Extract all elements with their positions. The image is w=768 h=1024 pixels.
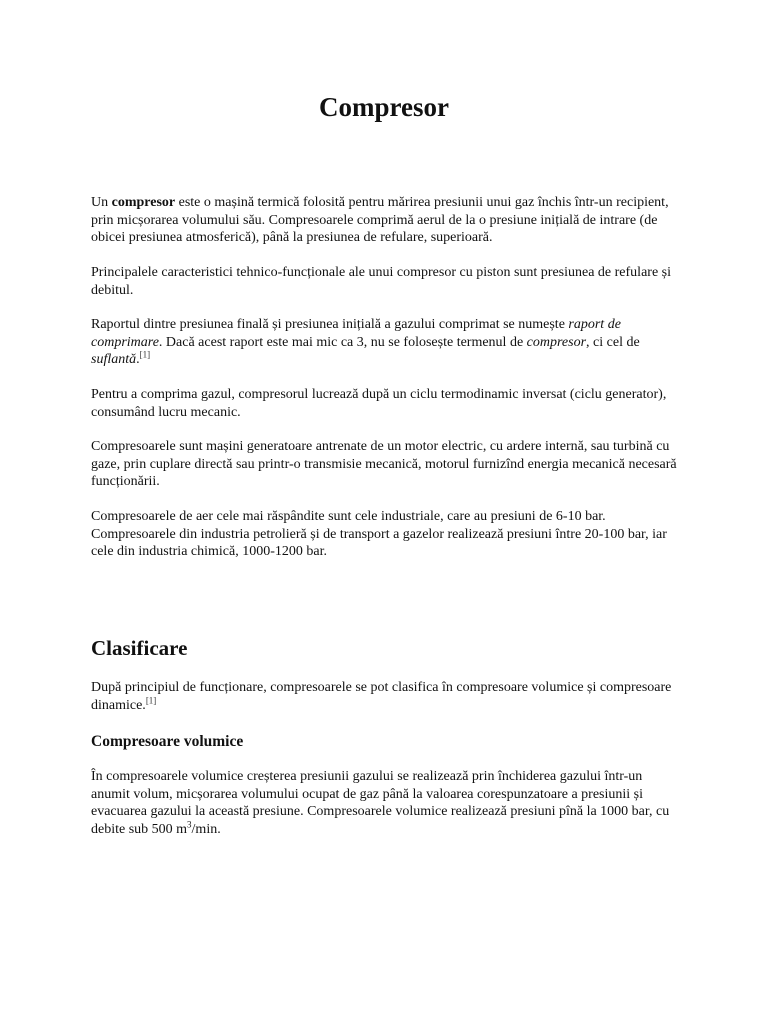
volumetric-paragraph	[91, 768, 681, 838]
classification-paragraph	[91, 679, 681, 714]
footnote-ref-link[interactable]: [1]	[145, 694, 157, 705]
ratio-term-suflanta: suflantă	[91, 352, 137, 367]
intro-term: compresor	[111, 195, 176, 210]
page-title: Compresor	[319, 92, 449, 122]
subsection-heading-volumice: Compresoare volumice	[91, 733, 244, 750]
ratio-text-3: , ci cel de	[586, 334, 640, 350]
cycle-paragraph: Pentru a comprima gazul, compresorul lucrează după un ciclu termodinamic inversat (ciclu generator), consumând lucru mecanic.	[91, 387, 667, 420]
section-heading-clasificare: Clasificare	[91, 636, 188, 660]
intro-paragraph	[91, 194, 681, 247]
classification-text: După principiul de funcționare, compresoarele se pot clasifica în compresoare volumice și compresoare dinamice.	[91, 680, 672, 713]
intro-post: este o mașină termică folosită pentru mărirea presiunii unui gaz închis într-un recipient, prin micșorarea volumului său. Compresoarele comprimă aerul de la o presiune inițială de intrare (de obicei presiunea atmosferică), până la presiunea de refulare, superioară.	[91, 195, 669, 245]
ratio-text-1: Raportul dintre presiunea finală și presiunea inițială a gazului comprimat se numește	[91, 317, 569, 332]
volumetric-text: În compresoarele volumice creșterea presiunii gazului se realizează prin închiderea gazului într-un anumit volum, micșorarea volumului ocupat de gaz până la valoarea corespunzatoare a presiunii și evacuarea gazului la această presiune. Compresoarele volumice realizează presiuni pînă la 1000 bar, cu debite sub 500 m	[91, 769, 670, 837]
pressure-paragraph: Compresoarele de aer cele mai răspândite sunt cele industriale, care au presiuni de 6-10 bar. Compresoarele din industria petrolieră și de transport a gazelor realizează presiuni între 20-100 bar, iar cele din industria chimică, 1000-1200 bar.	[91, 509, 667, 559]
ratio-text-2: . Dacă acest raport este mai mic ca 3, nu se folosește termenul de	[158, 334, 527, 350]
drive-paragraph: Compresoarele sunt mașini generatoare antrenate de un motor electric, cu ardere internă, sau turbină cu gaze, prin cuplare directă sau printr-o transmisie mecanică, motorul furnizînd energia mecanică necesară funcționării.	[91, 439, 677, 489]
intro-pre: Un	[91, 195, 112, 210]
unit-exponent: 3	[187, 818, 192, 829]
footnote-ref-link[interactable]: [1]	[139, 349, 151, 360]
ratio-paragraph	[91, 316, 681, 369]
characteristics-paragraph: Principalele caracteristici tehnico-funcționale ale unui compresor cu piston sunt presiunea de refulare și debitul.	[91, 265, 671, 298]
volumetric-tail: /min.	[191, 821, 221, 837]
ratio-text-4: .	[136, 352, 140, 367]
ratio-term-raport: raport de comprimare	[91, 317, 621, 350]
ratio-term-compresor: compresor	[526, 334, 587, 350]
